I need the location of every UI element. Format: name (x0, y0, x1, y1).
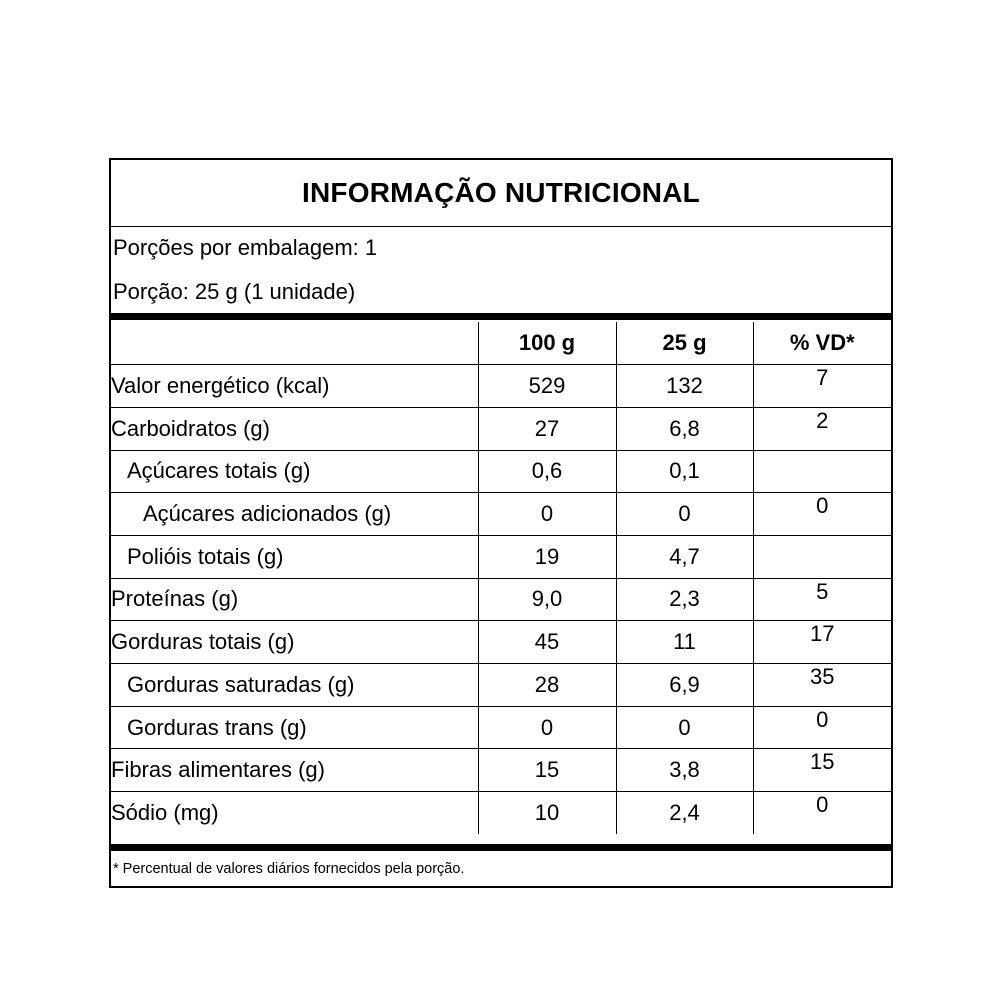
nutrition-table (111, 322, 891, 834)
daily-value-percent (753, 450, 891, 493)
nutrient-name: Fibras alimentares (g) (111, 749, 478, 792)
value-per-serving: 2,3 (616, 578, 753, 621)
table-row (111, 493, 891, 536)
value-per-100g: 15 (478, 749, 616, 792)
table-row (111, 450, 891, 493)
table-row (111, 365, 891, 408)
servings-per-package: Porções por embalagem: 1 (113, 235, 378, 260)
value-per-100g: 28 (478, 664, 616, 707)
table-row (111, 749, 891, 792)
value-per-100g: 529 (478, 365, 616, 408)
serving-info (111, 227, 891, 315)
daily-value-percent: 0 (753, 706, 891, 749)
thick-divider-top (111, 313, 891, 320)
value-per-100g: 45 (478, 621, 616, 664)
value-per-100g: 10 (478, 792, 616, 835)
nutrient-name: Açúcares totais (g) (111, 450, 478, 493)
daily-value-percent: 0 (753, 792, 891, 835)
value-per-serving: 132 (616, 365, 753, 408)
nutrient-name: Valor energético (kcal) (111, 365, 478, 408)
daily-value-percent: 17 (753, 621, 891, 664)
nutrient-name: Proteínas (g) (111, 578, 478, 621)
table-row (111, 535, 891, 578)
value-per-serving: 11 (616, 621, 753, 664)
label-title: INFORMAÇÃO NUTRICIONAL (111, 160, 891, 227)
value-per-100g: 19 (478, 535, 616, 578)
nutrition-table-body (111, 365, 891, 835)
nutrition-facts-label (109, 158, 893, 888)
nutrient-name: Açúcares adicionados (g) (111, 493, 478, 536)
value-per-serving: 0,1 (616, 450, 753, 493)
value-per-100g: 0 (478, 706, 616, 749)
value-per-100g: 0,6 (478, 450, 616, 493)
nutrient-name: Sódio (mg) (111, 792, 478, 835)
column-header-nutrient (111, 322, 478, 365)
thick-divider-bottom (111, 844, 891, 851)
footnote: * Percentual de valores diários fornecidos pela porção. (113, 861, 465, 877)
value-per-100g: 0 (478, 493, 616, 536)
value-per-serving: 0 (616, 706, 753, 749)
daily-value-percent: 2 (753, 407, 891, 450)
daily-value-percent: 0 (753, 493, 891, 536)
nutrient-name: Polióis totais (g) (111, 535, 478, 578)
value-per-serving: 6,9 (616, 664, 753, 707)
daily-value-percent: 35 (753, 664, 891, 707)
table-row (111, 621, 891, 664)
value-per-serving: 4,7 (616, 535, 753, 578)
nutrient-name: Gorduras totais (g) (111, 621, 478, 664)
daily-value-percent: 5 (753, 578, 891, 621)
value-per-serving: 2,4 (616, 792, 753, 835)
column-header-per-serving: 25 g (616, 322, 753, 365)
table-row (111, 407, 891, 450)
table-header-row (111, 322, 891, 365)
nutrient-name: Gorduras saturadas (g) (111, 664, 478, 707)
value-per-serving: 6,8 (616, 407, 753, 450)
table-row (111, 578, 891, 621)
value-per-serving: 3,8 (616, 749, 753, 792)
serving-size: Porção: 25 g (1 unidade) (113, 279, 356, 304)
nutrient-name: Gorduras trans (g) (111, 706, 478, 749)
column-header-daily-value: % VD* (753, 322, 891, 365)
table-row (111, 792, 891, 835)
value-per-100g: 9,0 (478, 578, 616, 621)
daily-value-percent: 15 (753, 749, 891, 792)
value-per-serving: 0 (616, 493, 753, 536)
daily-value-percent (753, 535, 891, 578)
table-row (111, 706, 891, 749)
daily-value-percent: 7 (753, 365, 891, 408)
column-header-per-100g: 100 g (478, 322, 616, 365)
value-per-100g: 27 (478, 407, 616, 450)
table-row (111, 664, 891, 707)
nutrient-name: Carboidratos (g) (111, 407, 478, 450)
